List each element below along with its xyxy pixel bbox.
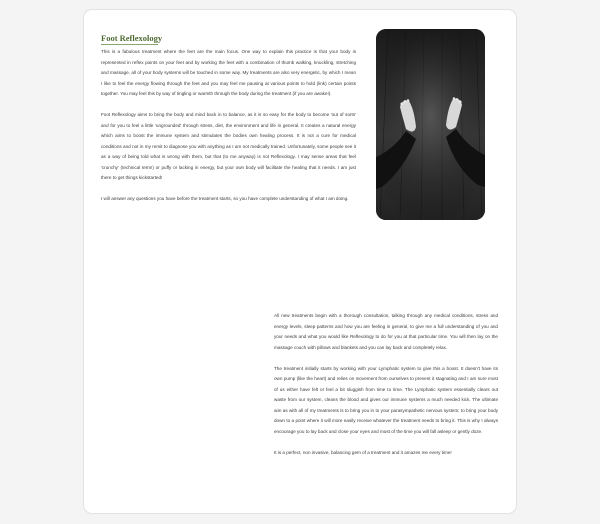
paragraph: All new treatments begin with a thorough consultation, talking through any medical conditions, stress and energy levels, sleep patterns and how you are feeling in general, to give me a full understanding of you and your needs and what you would like Reflexology to do for you at that particular time. You will then lay on the massage couch with pillows and blankets and you can lay back and completely relax. [274, 313, 498, 350]
paragraph: It is a perfect, non invasive, balancing gem of a treatment and it amazes me every time! [274, 449, 452, 455]
paragraph: The treatment initially starts by working with your Lymphatic system to give this a boost. It doesn't have its own pump (like the heart) and relies on movement from ourselves to prevent it stagnating and I am sure most of us either have felt or feel a bit sluggish from time to time. The Lymphatic system essentially clears out waste from our system, cleans the blood and gives our immune systems a much needed kick. The ultimate aim as with all of my treatments is to bring you in to your parasympathetic nervous system; to bring your body down to a point where it will more easily receive whatever the treatment needs to bring it. This is why I always encourage you to lay back and close your eyes and most of the time you will fall asleep or gently doze. [274, 365, 498, 434]
paragraph: I will answer any questions you have before the treatment starts, so you have complete understanding of what I am doing. [101, 196, 349, 201]
treatment-column [274, 311, 498, 469]
paragraph: Foot Reflexology aims to bring the body and mind back in to balance, as it is so easy for the body to become 'out of sorts' and for you to feel a little 'ungrounded' through stress, diet, the environment and life in general. It creates a natural energy which aims to boost the immune system and stimulates the bodies own healing process. It is not a cure for medical conditions and not in my remit to diagnose you with anything as I am not medically trained. Unfortunately, some people see it as a way of being told what is wrong with them, but that (to me anyway) is not Reflexology. I may sense areas that feel 'crunchy' (technical term!) or puffy or lacking in energy, but your own body will facilitate the healing that it needs. I am just there to get things kickstarted! [101, 112, 356, 180]
feet-photo-image [376, 29, 485, 220]
page-title: Foot Reflexology [101, 33, 163, 43]
paragraph: This is a fabulous treatment where the feet are the main focus. One way to explain this practice is that your body is represented in reflex points on your feet and by working the feet with a combination of thumb walking, knuckling, stretching and massage, all of your body systems will be touched in some way. My treatments are also very energetic, by which I mean I like to feel the energy flowing through the feet and you may feel me pausing at various points to hold (link) certain points together. You may feel this by way of tingling or warmth through the body during the treatment (if you are awake!). [101, 49, 356, 96]
feet-photo [376, 29, 485, 220]
intro-column [101, 47, 356, 215]
title-underline [101, 44, 158, 45]
